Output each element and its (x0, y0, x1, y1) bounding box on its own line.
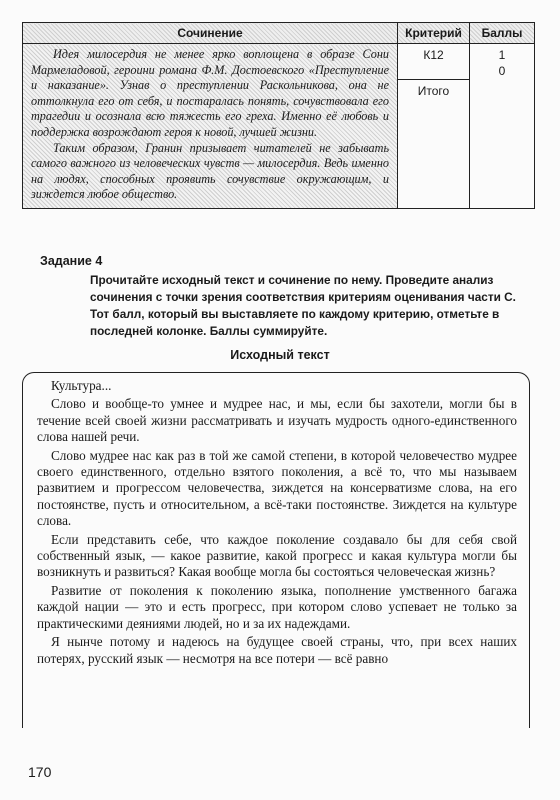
total-label: Итого (417, 84, 450, 98)
essay-text-cell (23, 44, 398, 209)
score-option: 0 (498, 64, 506, 78)
task-instructions: Прочитайте исходный текст и сочинение по нему. Проведите анализ сочинения с точки зрения соответствия критериям оценивания части С. Тот балл, который вы выставляете по каждому критерию, отметьте в последней колонке. Баллы суммируйте. (90, 273, 516, 338)
page-number: 170 (28, 764, 52, 780)
source-paragraph: Если представить себе, что каждое поколение создавало бы для себя свой собственный язык, — какое развитие, какой прогресс и какая культура могли бы возникнуть и развиться? Какая вообще могла бы состояться человеческая жизнь? (37, 531, 517, 580)
source-paragraph: Развитие от поколения к поколению языка, пополнение умственного багажа каждой нации — это и есть прогресс, при котором слово успевает не только за практическими деяниями людей, но и за их надеждами. (37, 582, 517, 631)
task-title: Задание 4 (40, 254, 103, 268)
score-column-header: Баллы (470, 23, 535, 44)
essay-evaluation-table (22, 22, 535, 209)
score-option: 1 (498, 48, 506, 62)
criteria-column-header: Критерий (398, 23, 470, 44)
essay-paragraph: Таким образом, Гранин призывает читателей не забывать самого важного из человеческих чувств — милосердия. Ведь именно на людях, способных проявить сочувствие окружающим, и зиждется любое общество. (31, 140, 389, 202)
score-cell (470, 44, 535, 209)
criterion-code: К12 (398, 44, 469, 80)
criteria-cell (398, 44, 470, 209)
source-paragraph: Слово мудрее нас как раз в той же самой степени, в которой человечество мудрее своего единственного, отдельно взятого поколения, а всё то, что мы называем развитием и прогрессом человечества, зиждется на консерватизме слова, на его постоянстве, пусть и относительном, а всё-таки постоянстве. Зиждется на культуре слова. (37, 447, 517, 529)
source-paragraph: Я нынче потому и надеюсь на будущее своей страны, что, при всех наших потерях, русский язык — несмотря на все потери — всё равно (37, 634, 517, 666)
essay-column-header: Сочинение (23, 23, 398, 44)
source-paragraph: Слово и вообще-то умнее и мудрее нас, и мы, если бы захотели, могли бы в течение всей своей жизни рассматривать и изучать мудрость одного-единственного слова нашей речи. (37, 396, 517, 445)
essay-paragraph: Идея милосердия не менее ярко воплощена в образе Сони Мармеладовой, героини романа Ф.М. Достоевского «Преступление и наказание». Узнав о преступлении Раскольникова, она не оттолкнула его от себя, и постаралась понять, сочувствовала его трагедии и осознала всю тяжесть его греха. Именно её любовь и поддержка возрождают героя к новой, лучшей жизни. (31, 47, 389, 139)
source-text-frame (22, 372, 530, 728)
source-text-title: Исходный текст (230, 348, 330, 362)
source-paragraph: Культура... (51, 378, 112, 393)
